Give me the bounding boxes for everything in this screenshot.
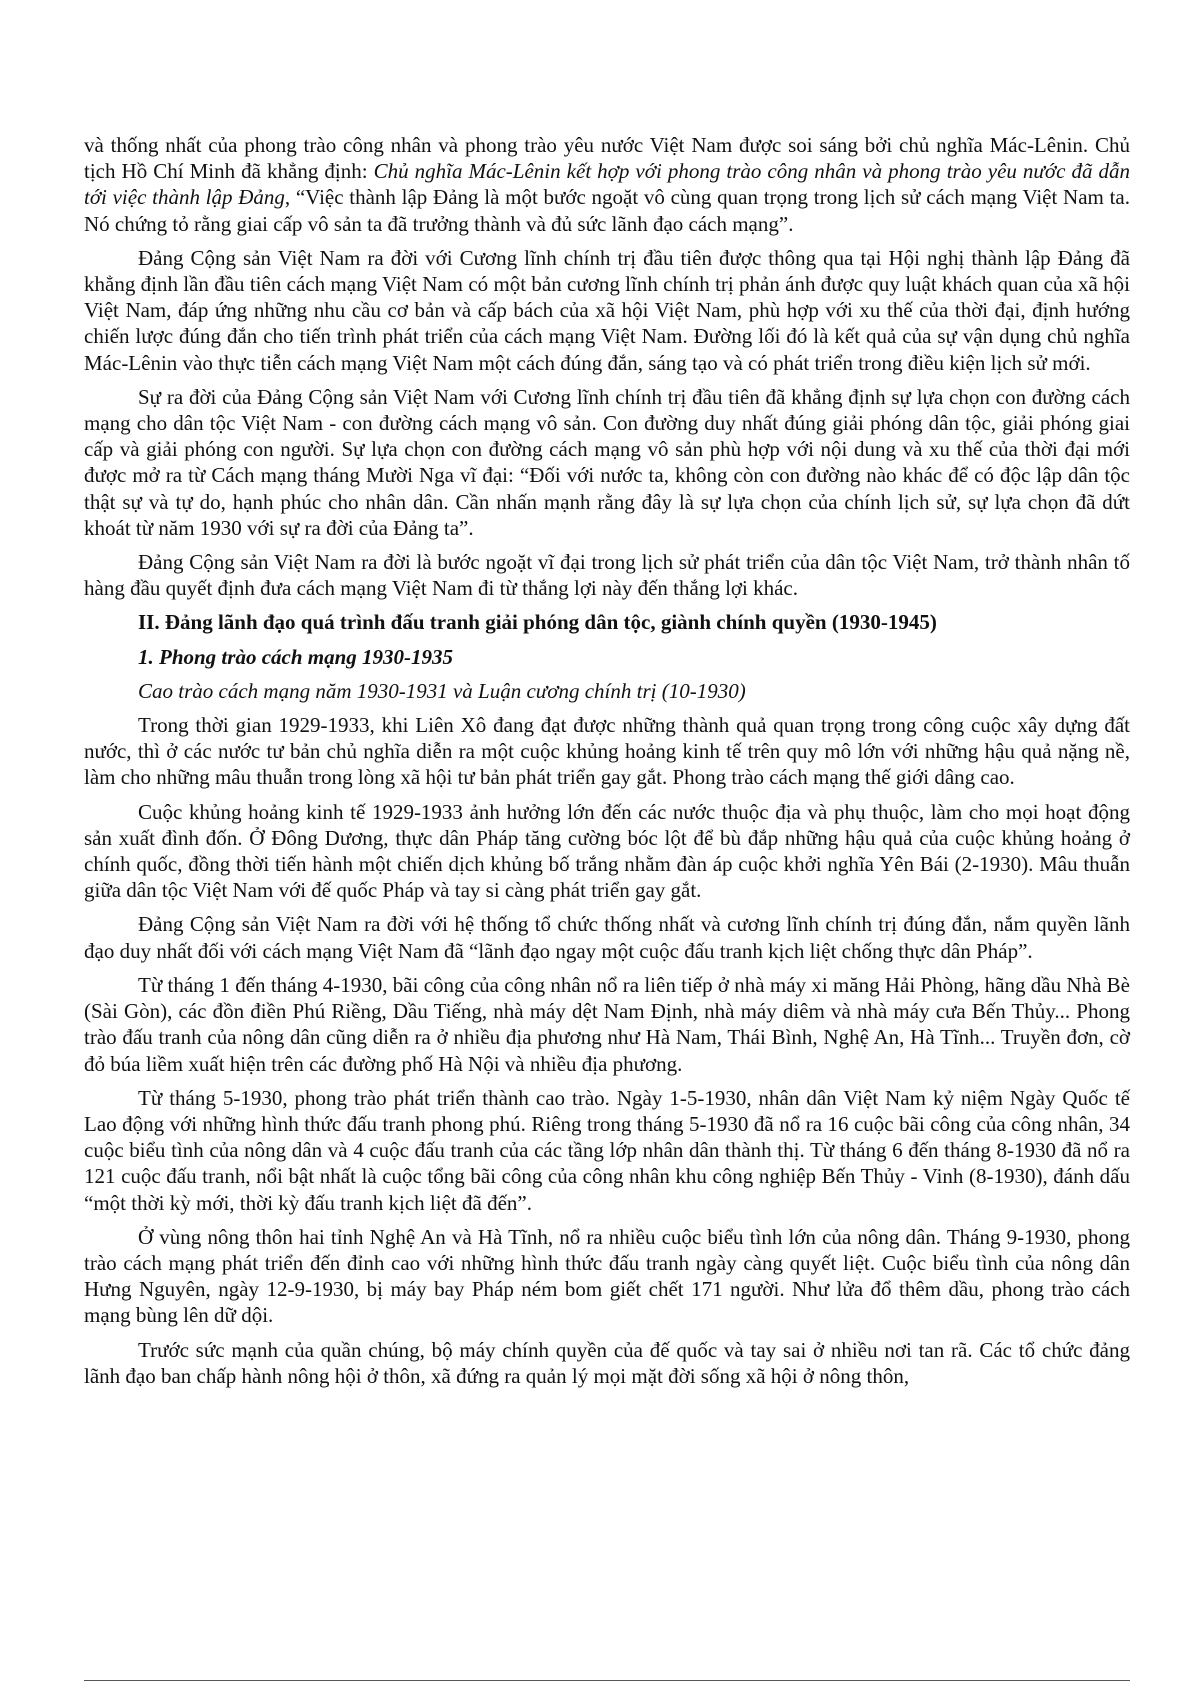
paragraph-1 [84,132,1130,237]
paragraph-11: Trước sức mạnh của quần chúng, bộ máy chính quyền của đế quốc và tay sai ở nhiều nơi tan rã. Các tổ chức đảng lãnh đạo ban chấp hành nông hội ở thôn, xã đứng ra quản lý mọi mặt đời sống xã hội ở nông thôn, [84,1337,1130,1388]
paragraph-6: Cuộc khủng hoảng kinh tế 1929-1933 ảnh hưởng lớn đến các nước thuộc địa và phụ thuộc, làm cho mọi hoạt động sản xuất đình đốn. Ở Đông Dương, thực dân Pháp tăng cường bóc lột để bù đắp những hậu quả của cuộc khủng hoảng ở chính quốc, đồng thời tiến hành một chiến dịch khủng bố trắng nhằm đàn áp cuộc khởi nghĩa Yên Bái (2-1930). Mâu thuẫn giữa dân tộc Việt Nam với đế quốc Pháp và tay si càng phát triển gay gắt. [84,799,1130,903]
paragraph-8: Từ tháng 1 đến tháng 4-1930, bãi công của công nhân nổ ra liên tiếp ở nhà máy xi măng Hải Phòng, hãng dầu Nhà Bè (Sài Gòn), các đồn điền Phú Riềng, Dầu Tiếng, nhà máy dệt Nam Định, nhà máy diêm và nhà máy cưa Bến Thủy... Phong trào đấu tranh của nông dân cũng diễn ra ở nhiều địa phương như Hà Nam, Thái Bình, Nghệ An, Hà Tĩnh... Truyền đơn, cờ đỏ búa liềm xuất hiện trên các đường phố Hà Nội và nhiều địa phương. [84,972,1130,1076]
paragraph-10: Ở vùng nông thôn hai tỉnh Nghệ An và Hà Tĩnh, nổ ra nhiều cuộc biểu tình lớn của nông dân. Tháng 9-1930, phong trào cách mạng phát triển đến đỉnh cao với những hình thức đấu tranh ngày càng quyết liệt. Cuộc biểu tình của nông dân Hưng Nguyên, ngày 12-9-1930, bị máy bay Pháp ném bom giết chết 171 người. Như lửa đổ thêm dầu, phong trào cách mạng bùng lên dữ dội. [84,1224,1130,1328]
paragraph-1-text-b: , “Việc thành lập Đảng là một bước ngoặt vô cùng quan trọng trong lịch sử cách mạng Việt Nam ta. Nó chứng tỏ rằng giai cấp vô sản ta đã trưởng thành và đủ sức lãnh đạo cách mạng”. [84,185,1130,236]
subsection-heading: 1. Phong trào cách mạng 1930-1935 [138,644,454,669]
paragraph-1-text-a: và thống nhất của phong trào công nhân và phong trào yêu nước Việt Nam được soi sáng bởi chủ nghĩa Mác-Lênin. Chủ tịch Hồ Chí Minh đã khẳng định: [84,133,1130,184]
paragraph-5: Trong thời gian 1929-1933, khi Liên Xô đang đạt được những thành quả quan trọng trong công cuộc xây dựng đất nước, thì ở các nước tư bản chủ nghĩa diễn ra một cuộc khủng hoảng kinh tế trên quy mô lớn với những hậu quả nặng nề, làm cho những mâu thuẫn trong lòng xã hội tư bản phát triển gay gắt. Phong trào cách mạng thế giới dâng cao. [84,713,1130,790]
subsection-subtitle: Cao trào cách mạng năm 1930-1931 và Luận cương chính trị (10-1930) [138,678,746,703]
document-page [84,132,1130,1397]
paragraph-4: Đảng Cộng sản Việt Nam ra đời là bước ngoặt vĩ đại trong lịch sử phát triển của dân tộc Việt Nam, trở thành nhân tố hàng đầu quyết định đưa cách mạng Việt Nam đi từ thắng lợi này đến thắng lợi khác. [84,550,1130,601]
section-heading: II. Đảng lãnh đạo quá trình đấu tranh giải phóng dân tộc, giành chính quyền (1930-1945) [138,610,937,635]
paragraph-7: Đảng Cộng sản Việt Nam ra đời với hệ thống tổ chức thống nhất và cương lĩnh chính trị đúng đắn, nắm quyền lãnh đạo duy nhất đối với cách mạng Việt Nam đã “lãnh đạo ngay một cuộc đấu tranh kịch liệt chống thực dân Pháp”. [84,912,1130,963]
paragraph-3: Sự ra đời của Đảng Cộng sản Việt Nam với Cương lĩnh chính trị đầu tiên đã khẳng định sự lựa chọn con đường cách mạng cho dân tộc Việt Nam - con đường cách mạng vô sản. Con đường duy nhất đúng giải phóng dân tộc, giải phóng giai cấp và giải phóng con người. Sự lựa chọn con đường cách mạng vô sản phù hợp với nội dung và xu thế của thời đại mới được mở ra từ Cách mạng tháng Mười Nga vĩ đại: “Đối với nước ta, không còn con đường nào khác để có độc lập dân tộc thật sự và tự do, hạnh phúc cho nhân dân. Cần nhấn mạnh rằng đây là sự lựa chọn của chính lịch sử, sự lựa chọn đã dứt khoát từ năm 1930 với sự ra đời của Đảng ta”. [84,384,1130,540]
paragraph-2: Đảng Cộng sản Việt Nam ra đời với Cương lĩnh chính trị đầu tiên được thông qua tại Hội nghị thành lập Đảng đã khẳng định lần đầu tiên cách mạng Việt Nam có một bản cương lĩnh chính trị phản ánh được quy luật khách quan của xã hội Việt Nam, đáp ứng những nhu cầu cơ bản và cấp bách của xã hội Việt Nam, phù hợp với xu thế của thời đại, định hướng chiến lược đúng đắn cho tiến trình phát triển của cách mạng Việt Nam. Đường lối đó là kết quả của sự vận dụng chủ nghĩa Mác-Lênin vào thực tiễn cách mạng Việt Nam một cách đúng đắn, sáng tạo và có phát triển trong điều kiện lịch sử mới. [84,245,1130,375]
footer-rule [84,1680,1130,1681]
paragraph-1-quote: Chủ nghĩa Mác-Lênin kết hợp với phong trào công nhân và phong trào yêu nước đã dẫn tới việc thành lập Đảng [84,159,1130,210]
paragraph-9: Từ tháng 5-1930, phong trào phát triển thành cao trào. Ngày 1-5-1930, nhân dân Việt Nam kỷ niệm Ngày Quốc tế Lao động với những hình thức đấu tranh phong phú. Riêng trong tháng 5-1930 đã nổ ra 16 cuộc bãi công của công nhân, 34 cuộc biểu tình của nông dân và 4 cuộc đấu tranh của các tầng lớp nhân dân thành thị. Từ tháng 6 đến tháng 8-1930 đã nổ ra 121 cuộc đấu tranh, nổi bật nhất là cuộc tổng bãi công của công nhân khu công nghiệp Bến Thủy - Vinh (8-1930), đánh dấu “một thời kỳ mới, thời kỳ đấu tranh kịch liệt đã đến”. [84,1085,1130,1215]
